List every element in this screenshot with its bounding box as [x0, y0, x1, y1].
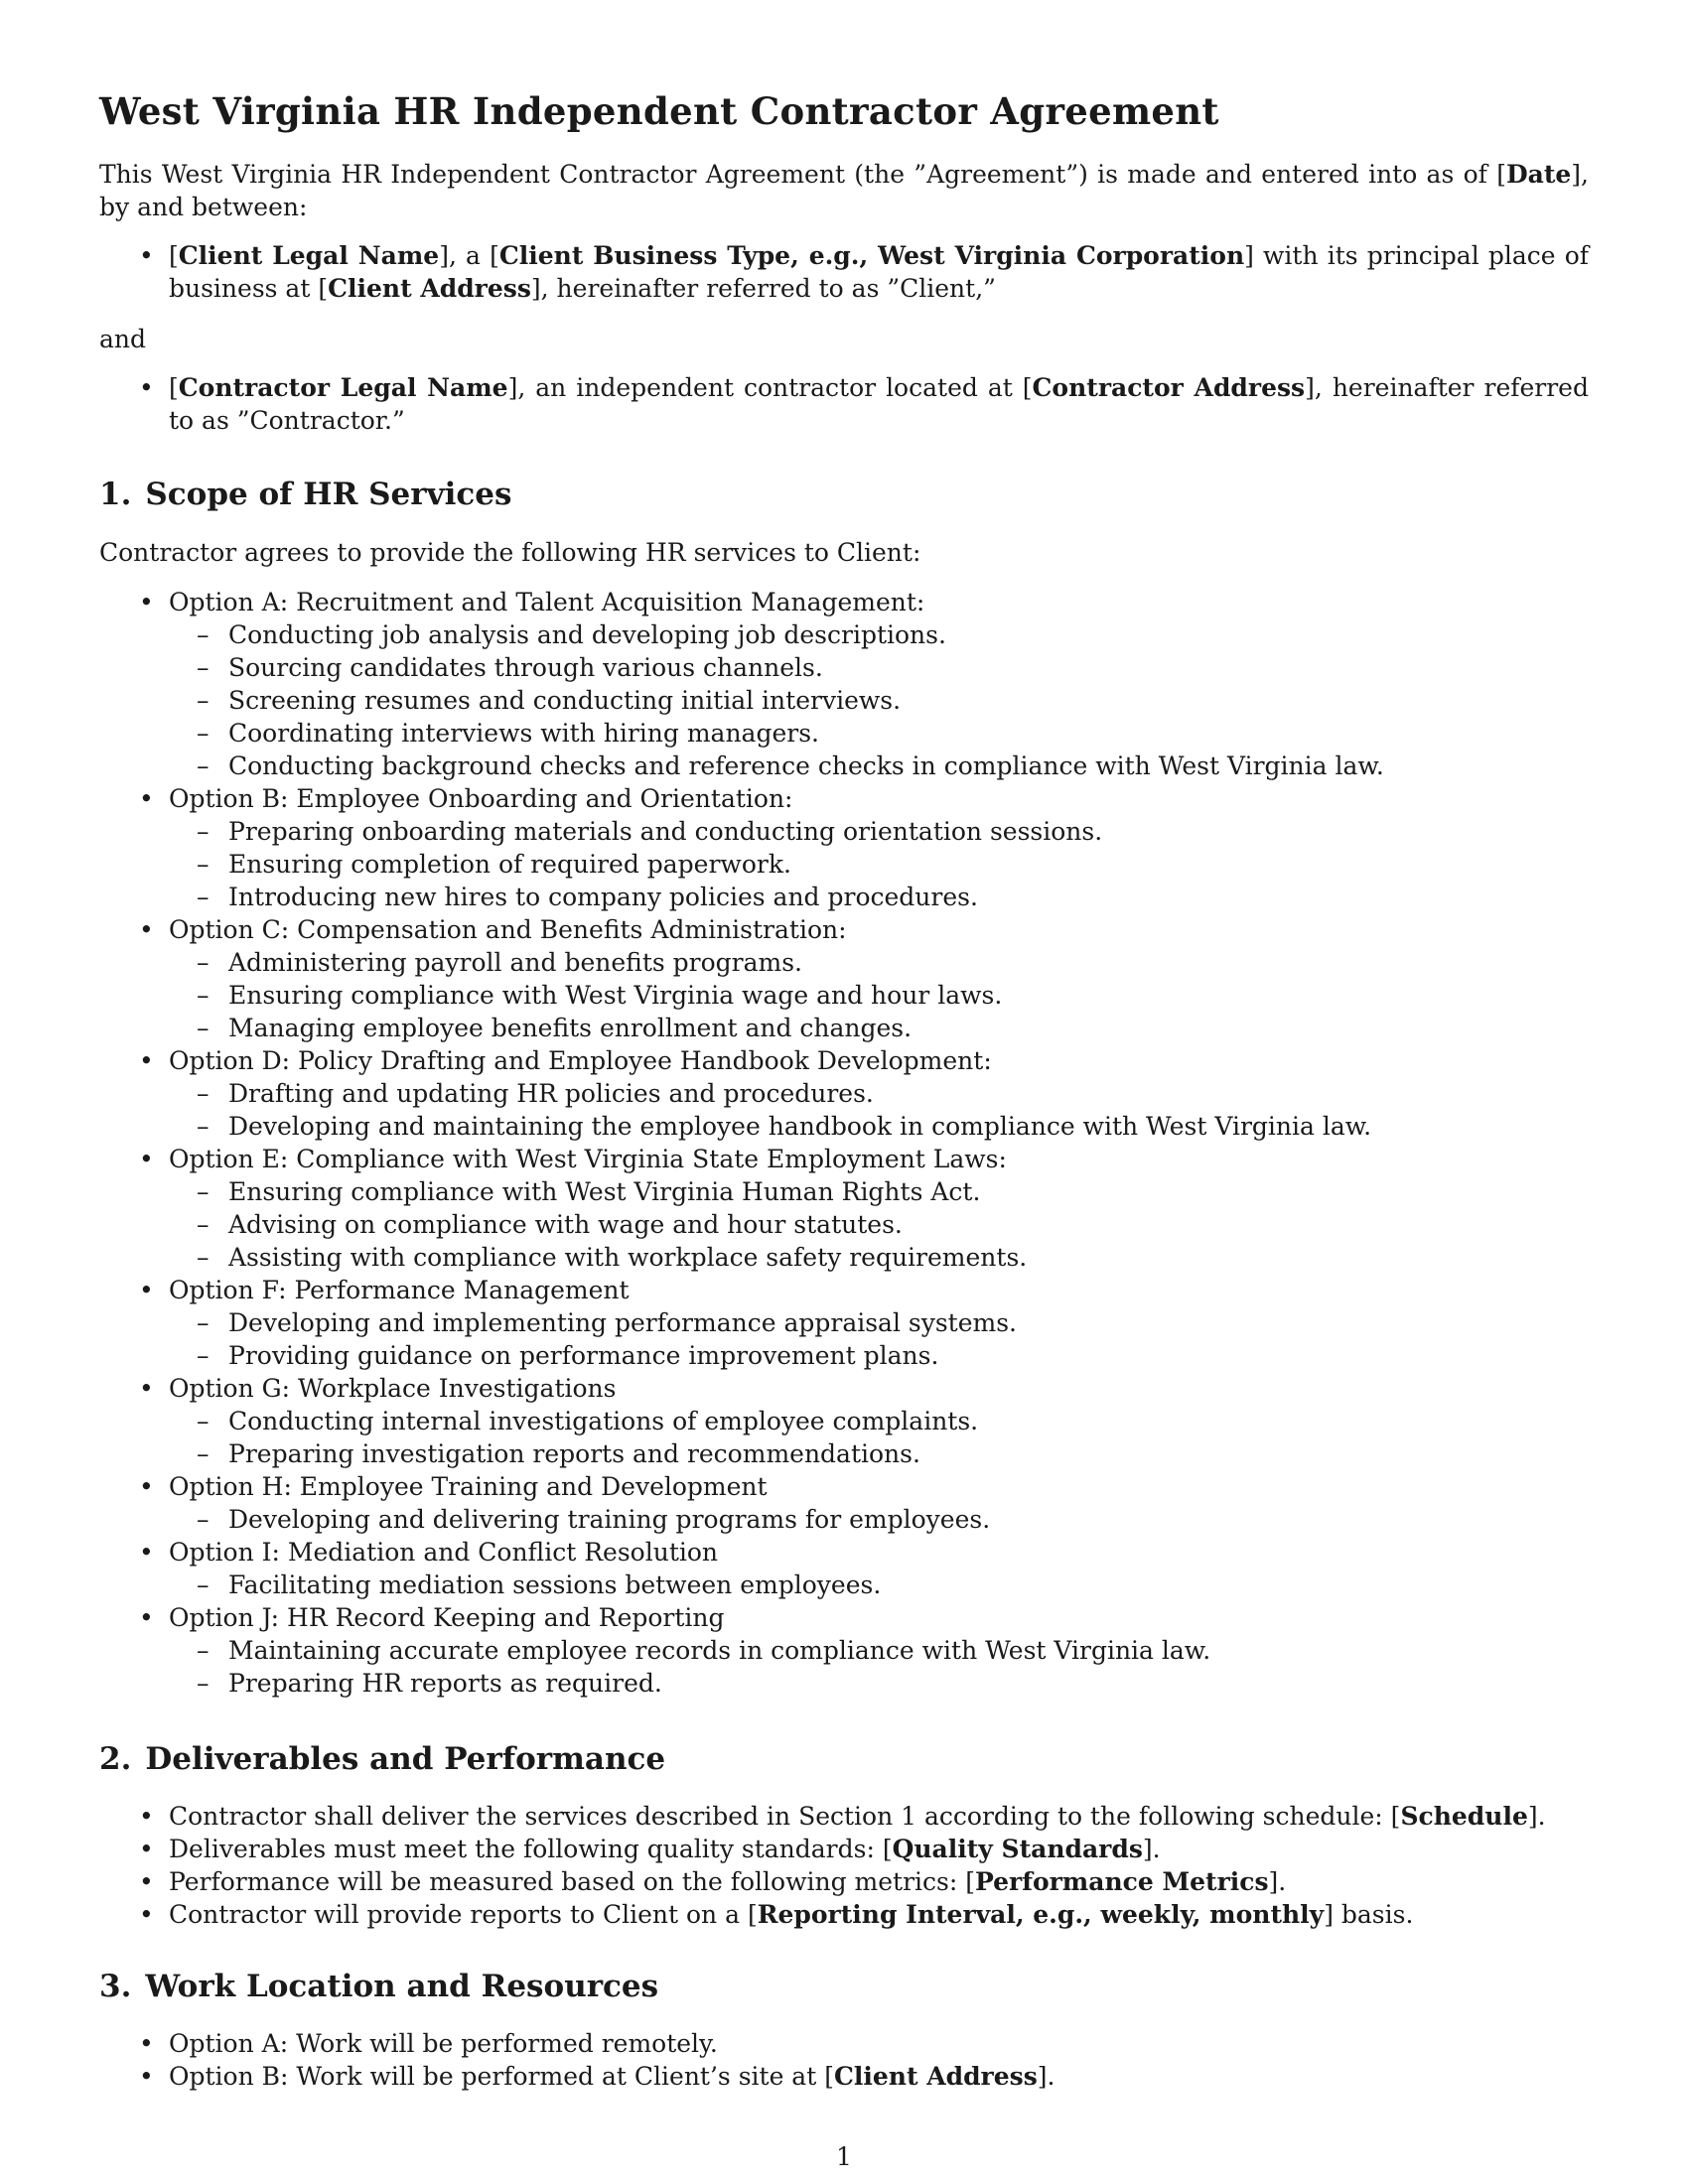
section-2-heading: 2. Deliverables and Performance: [99, 1741, 666, 1777]
service-subitem: – Preparing onboarding materials and conducting orientation sessions.: [169, 815, 1589, 848]
service-option: [99, 1470, 1589, 1536]
service-option: [99, 1044, 1589, 1143]
service-subitem: – Assisting with compliance with workplace safety requirements.: [169, 1241, 1589, 1274]
section-3-heading: 3. Work Location and Resources: [99, 1969, 659, 2004]
service-subitems-list: [169, 946, 1589, 1044]
deliverable-placeholder: Schedule: [1400, 1802, 1528, 1831]
service-option-label: Option I: Mediation and Conflict Resolution: [169, 1538, 719, 1567]
service-subitem: – Preparing HR reports as required.: [169, 1667, 1589, 1700]
work-location-option-a: • Option A: Work will be performed remotely.: [99, 2027, 1589, 2060]
client-type-placeholder: Client Business Type, e.g., West Virginia Corporation: [498, 241, 1245, 270]
service-subitem: – Maintaining accurate employee records in compliance with West Virginia law.: [169, 1634, 1589, 1667]
service-subitems-list: [169, 1175, 1589, 1274]
deliverable-placeholder: Quality Standards: [892, 1835, 1143, 1863]
deliverable-item: • Contractor shall deliver the services described in Section 1 according to the following schedule: [Schedule].: [99, 1800, 1589, 1833]
service-subitem: – Developing and maintaining the employee handbook in compliance with West Virginia law.: [169, 1110, 1589, 1143]
service-subitem: – Conducting internal investigations of employee complaints.: [169, 1405, 1589, 1437]
page-number: 1: [836, 2142, 852, 2171]
service-subitems-list: [169, 1405, 1589, 1470]
service-option-label: Option A: Recruitment and Talent Acquisition Management:: [169, 588, 925, 616]
service-option: [99, 1601, 1589, 1700]
client-address-placeholder: Client Address: [833, 2062, 1038, 2091]
service-subitem: – Conducting background checks and reference checks in compliance with West Virginia law.: [169, 750, 1589, 782]
hr-services-options-list: [99, 586, 1589, 1700]
client-party-item: • [Client Legal Name], a [Client Business Type, e.g., West Virginia Corporation] with its principal place of business at [Client Address], hereinafter referred to as ”Client,”: [99, 239, 1589, 305]
service-subitem: – Ensuring completion of required paperwork.: [169, 848, 1589, 881]
service-option: [99, 782, 1589, 913]
deliverable-placeholder: Performance Metrics: [974, 1867, 1269, 1896]
service-subitems-list: [169, 1077, 1589, 1143]
service-subitem: – Conducting job analysis and developing job descriptions.: [169, 618, 1589, 651]
intro-paragraph: This West Virginia HR Independent Contractor Agreement (the ”Agreement”) is made and entered into as of [Date], by and between:: [99, 160, 1589, 221]
service-subitem: – Introducing new hires to company policies and procedures.: [169, 881, 1589, 913]
service-subitems-list: [169, 1634, 1589, 1700]
deliverable-item: • Contractor will provide reports to Client on a [Reporting Interval, e.g., weekly, monthly] basis.: [99, 1898, 1589, 1931]
and-text: and: [99, 325, 147, 353]
service-option-label: Option B: Employee Onboarding and Orientation:: [169, 784, 793, 813]
service-option-label: Option H: Employee Training and Development: [169, 1472, 768, 1501]
client-name-placeholder: Client Legal Name: [178, 241, 440, 270]
service-subitems-list: [169, 1306, 1589, 1372]
service-subitems-list: [169, 815, 1589, 913]
service-option: [99, 1372, 1589, 1470]
service-subitem: – Screening resumes and conducting initial interviews.: [169, 684, 1589, 717]
service-option-label: Option G: Workplace Investigations: [169, 1374, 617, 1403]
work-location-option-b: • Option B: Work will be performed at Client’s site at [Client Address].: [99, 2060, 1589, 2093]
service-subitem: – Sourcing candidates through various channels.: [169, 651, 1589, 684]
section-1-heading: 1. Scope of HR Services: [99, 477, 512, 512]
service-subitem: – Coordinating interviews with hiring managers.: [169, 717, 1589, 750]
contractor-party-list: [99, 371, 1589, 437]
contractor-party-item: • [Contractor Legal Name], an independent contractor located at [Contractor Address], hereinafter referred to as ”Contractor.”: [99, 371, 1589, 437]
service-option: [99, 913, 1589, 1044]
service-subitem: – Ensuring compliance with West Virginia wage and hour laws.: [169, 979, 1589, 1012]
service-option-label: Option J: HR Record Keeping and Reporting: [169, 1603, 725, 1632]
service-option-label: Option C: Compensation and Benefits Administration:: [169, 915, 847, 944]
service-option: [99, 1274, 1589, 1372]
service-subitems-list: [169, 618, 1589, 782]
deliverables-list: [99, 1800, 1589, 1931]
service-subitem: – Preparing investigation reports and recommendations.: [169, 1437, 1589, 1470]
document-title: West Virginia HR Independent Contractor Agreement: [99, 89, 1219, 133]
service-subitem: – Ensuring compliance with West Virginia Human Rights Act.: [169, 1175, 1589, 1208]
client-party-list: [99, 239, 1589, 305]
service-option-label: Option E: Compliance with West Virginia State Employment Laws:: [169, 1145, 1007, 1173]
contractor-address-placeholder: Contractor Address: [1032, 373, 1306, 402]
work-location-list: [99, 2027, 1589, 2093]
date-placeholder: Date: [1505, 160, 1572, 189]
section-1-intro: Contractor agrees to provide the following HR services to Client:: [99, 538, 921, 567]
client-address-placeholder: Client Address: [328, 274, 531, 303]
deliverable-item: • Deliverables must meet the following quality standards: [Quality Standards].: [99, 1833, 1589, 1865]
service-subitem: – Providing guidance on performance improvement plans.: [169, 1339, 1589, 1372]
deliverable-placeholder: Reporting Interval, e.g., weekly, monthly: [757, 1900, 1325, 1929]
service-subitem: – Facilitating mediation sessions between employees.: [169, 1569, 1589, 1601]
service-subitem: – Administering payroll and benefits programs.: [169, 946, 1589, 979]
service-subitems-list: [169, 1503, 1589, 1536]
service-option: [99, 1536, 1589, 1601]
service-subitem: – Drafting and updating HR policies and procedures.: [169, 1077, 1589, 1110]
service-option: [99, 1143, 1589, 1274]
contractor-name-placeholder: Contractor Legal Name: [178, 373, 508, 402]
service-subitem: – Developing and implementing performance appraisal systems.: [169, 1306, 1589, 1339]
deliverable-item: • Performance will be measured based on the following metrics: [Performance Metrics].: [99, 1865, 1589, 1898]
service-subitems-list: [169, 1569, 1589, 1601]
service-option-label: Option F: Performance Management: [169, 1276, 630, 1304]
service-subitem: – Developing and delivering training programs for employees.: [169, 1503, 1589, 1536]
service-option: [99, 586, 1589, 782]
service-option-label: Option D: Policy Drafting and Employee Handbook Development:: [169, 1046, 992, 1075]
service-subitem: – Managing employee benefits enrollment and changes.: [169, 1012, 1589, 1044]
service-subitem: – Advising on compliance with wage and hour statutes.: [169, 1208, 1589, 1241]
